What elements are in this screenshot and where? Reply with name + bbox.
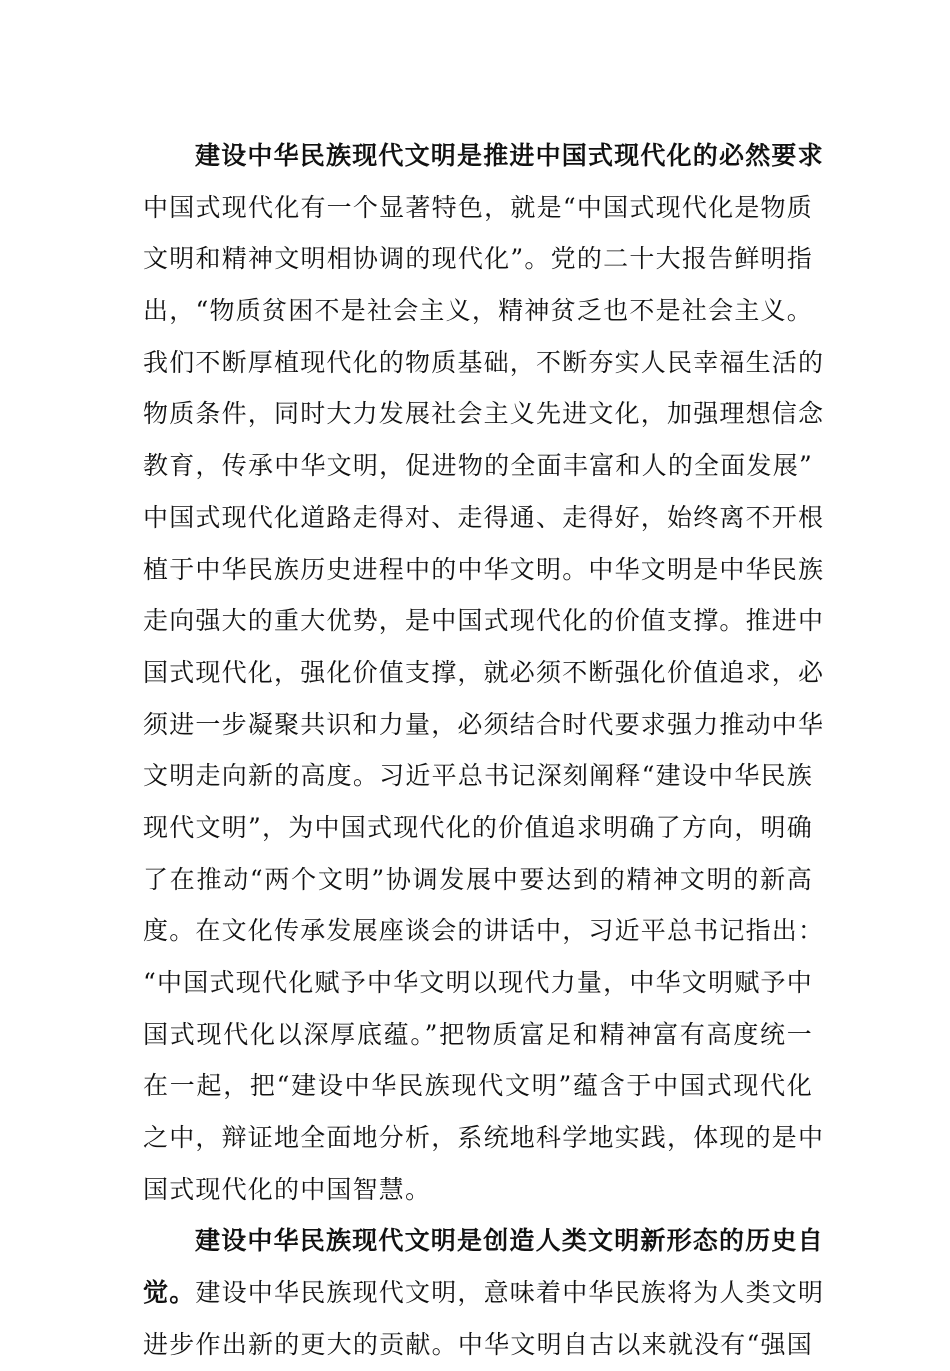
paragraph-line: 国式现代化，强化价值支撑，就必须不断强化价值追求，必 <box>143 657 825 687</box>
paragraph-text: 建设中华民族现代文明，意味着中华民族将为人类文明 <box>195 1278 825 1308</box>
paragraph-line: 了在推动“两个文明”协调发展中要达到的精神文明的新高 <box>143 864 813 894</box>
paragraph-line: 在一起，把“建设中华民族现代文明”蕴含于中国式现代化 <box>143 1071 813 1101</box>
paragraph-line: 中国式现代化有一个显著特色，就是“中国式现代化是物质 <box>143 192 813 222</box>
paragraph-line: 我们不断厚植现代化的物质基础，不断夯实人民幸福生活的 <box>143 347 825 377</box>
paragraph-line: “中国式现代化赋予中华文明以现代力量，中华文明赋予中 <box>143 968 813 997</box>
paragraph-line: 进步作出新的更大的贡献。中华文明自古以来就没有“强国 <box>143 1329 813 1359</box>
paragraph-line: 现代文明”，为中国式现代化的价值追求明确了方向，明确 <box>143 812 813 842</box>
paragraph-line: 植于中华民族历史进程中的中华文明。中华文明是中华民族 <box>143 554 825 584</box>
paragraph-line: 国式现代化的中国智慧。 <box>143 1174 432 1204</box>
document-body <box>143 130 825 1371</box>
paragraph-line: 中国式现代化道路走得对、走得通、走得好，始终离不开根 <box>143 502 825 532</box>
paragraph-line: 出，“物质贫困不是社会主义，精神贫乏也不是社会主义。 <box>143 296 813 326</box>
paragraph-line: 走向强大的重大优势，是中国式现代化的价值支撑。推进中 <box>143 606 825 636</box>
paragraph-line: 须进一步凝聚共识和力量，必须结合时代要求强力推动中华 <box>143 709 825 739</box>
paragraph-line: 国式现代化以深厚底蕴。”把物质富足和精神富有高度统一 <box>143 1019 813 1049</box>
section-heading: 建设中华民族现代文明是创造人类文明新形态的历史自 <box>195 1226 824 1256</box>
section-heading-end: 觉。 <box>143 1278 196 1308</box>
paragraph-line: 文明走向新的高度。习近平总书记深刻阐释“建设中华民族 <box>143 761 813 791</box>
section-heading: 建设中华民族现代文明是推进中国式现代化的必然要求 <box>195 141 824 170</box>
paragraph-line: 之中，辩证地全面地分析，系统地科学地实践，体现的是中 <box>143 1123 825 1153</box>
paragraph-line: 物质条件，同时大力发展社会主义先进文化，加强理想信念 <box>143 399 825 429</box>
paragraph-line: 教育，传承中华文明，促进物的全面丰富和人的全面发展” <box>143 451 813 481</box>
paragraph-line: 文明和精神文明相协调的现代化”。党的二十大报告鲜明指 <box>143 244 813 274</box>
paragraph-line <box>143 1267 825 1319</box>
paragraph-line: 度。在文化传承发展座谈会的讲话中，习近平总书记指出： <box>143 916 825 946</box>
